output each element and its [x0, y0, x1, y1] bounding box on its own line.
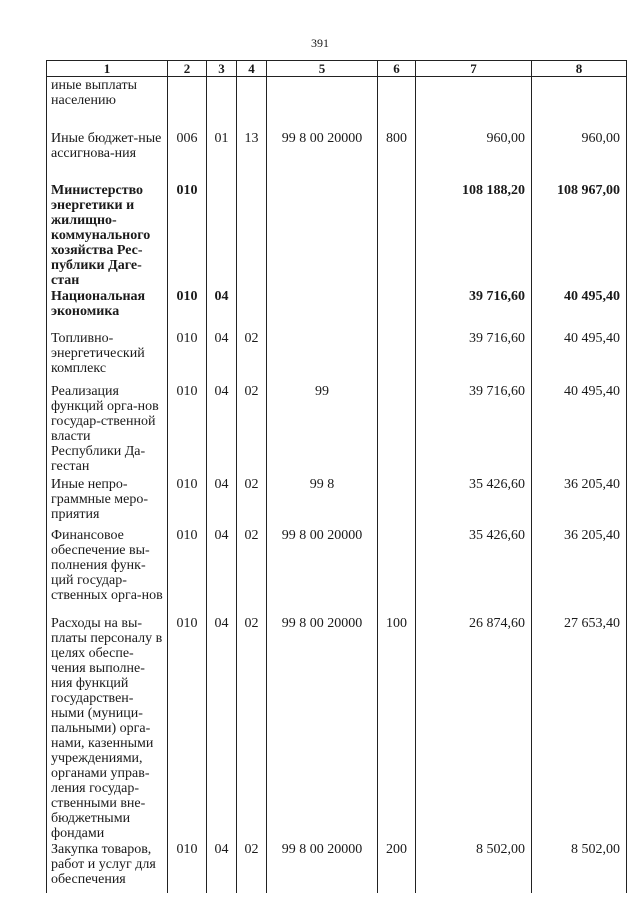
table-row [47, 527, 627, 615]
cell-col6 [378, 77, 416, 130]
cell-col2: 010 [168, 841, 207, 893]
cell-col2: 010 [168, 182, 207, 288]
cell-col2: 006 [168, 130, 207, 182]
cell-col7: 39 716,60 [416, 383, 532, 476]
cell-col3 [207, 77, 237, 130]
column-header: 6 [378, 61, 416, 77]
cell-col6 [378, 288, 416, 330]
cell-col3: 04 [207, 383, 237, 476]
column-header: 7 [416, 61, 532, 77]
row-name: Закупка товаров, работ и услуг для обеспечения [47, 841, 168, 893]
cell-col8 [532, 77, 627, 130]
cell-col5: 99 8 00 20000 [267, 527, 378, 615]
cell-col4 [237, 288, 267, 330]
cell-col6 [378, 330, 416, 383]
table-row [47, 476, 627, 527]
cell-col7: 108 188,20 [416, 182, 532, 288]
row-name: Министерство энергетики и жилищно-коммунального хозяйства Рес-публики Даге-стан [47, 182, 168, 288]
table-row [47, 182, 627, 288]
cell-col7: 35 426,60 [416, 527, 532, 615]
row-name: Национальная экономика [47, 288, 168, 330]
cell-col3: 04 [207, 527, 237, 615]
cell-col8: 40 495,40 [532, 288, 627, 330]
cell-col7: 26 874,60 [416, 615, 532, 841]
table-row [47, 130, 627, 182]
row-name: Финансовое обеспечение вы-полнения функ-ций государ-ственных орга-нов [47, 527, 168, 615]
cell-col5 [267, 288, 378, 330]
cell-col7: 35 426,60 [416, 476, 532, 527]
cell-col7: 39 716,60 [416, 330, 532, 383]
cell-col2: 010 [168, 615, 207, 841]
cell-col4: 02 [237, 476, 267, 527]
cell-col6 [378, 527, 416, 615]
table-row [47, 383, 627, 476]
column-header: 3 [207, 61, 237, 77]
cell-col8: 108 967,00 [532, 182, 627, 288]
cell-col5: 99 8 00 20000 [267, 841, 378, 893]
column-header: 4 [237, 61, 267, 77]
table-header-row [47, 61, 627, 77]
cell-col8: 36 205,40 [532, 476, 627, 527]
column-header: 2 [168, 61, 207, 77]
row-name: иные выплаты населению [47, 77, 168, 130]
row-name: Реализация функций орга-нов государ-ственной власти Республики Да-гестан [47, 383, 168, 476]
cell-col8: 36 205,40 [532, 527, 627, 615]
cell-col3 [207, 182, 237, 288]
cell-col7: 8 502,00 [416, 841, 532, 893]
table-row [47, 841, 627, 893]
cell-col5 [267, 330, 378, 383]
table-row [47, 330, 627, 383]
cell-col2: 010 [168, 330, 207, 383]
cell-col4: 13 [237, 130, 267, 182]
cell-col4: 02 [237, 615, 267, 841]
column-header: 1 [47, 61, 168, 77]
table-row [47, 77, 627, 130]
cell-col3: 04 [207, 476, 237, 527]
cell-col3: 04 [207, 841, 237, 893]
row-name: Иные непро-граммные меро-приятия [47, 476, 168, 527]
cell-col5 [267, 77, 378, 130]
cell-col5: 99 8 00 20000 [267, 615, 378, 841]
row-name: Иные бюджет-ные ассигнова-ния [47, 130, 168, 182]
cell-col8: 27 653,40 [532, 615, 627, 841]
cell-col5: 99 8 00 20000 [267, 130, 378, 182]
cell-col7: 960,00 [416, 130, 532, 182]
cell-col8: 960,00 [532, 130, 627, 182]
cell-col5: 99 [267, 383, 378, 476]
cell-col5 [267, 182, 378, 288]
column-header: 8 [532, 61, 627, 77]
cell-col7: 39 716,60 [416, 288, 532, 330]
budget-table [46, 60, 627, 893]
cell-col6: 100 [378, 615, 416, 841]
cell-col2: 010 [168, 288, 207, 330]
cell-col3: 04 [207, 615, 237, 841]
cell-col2 [168, 77, 207, 130]
cell-col5: 99 8 [267, 476, 378, 527]
cell-col4 [237, 182, 267, 288]
cell-col6: 800 [378, 130, 416, 182]
cell-col6 [378, 383, 416, 476]
cell-col4: 02 [237, 527, 267, 615]
cell-col3: 04 [207, 288, 237, 330]
cell-col8: 40 495,40 [532, 383, 627, 476]
table-row [47, 615, 627, 841]
row-name: Топливно-энергетический комплекс [47, 330, 168, 383]
cell-col2: 010 [168, 527, 207, 615]
page-number: 391 [311, 36, 329, 50]
cell-col6 [378, 476, 416, 527]
cell-col3: 04 [207, 330, 237, 383]
cell-col4: 02 [237, 330, 267, 383]
cell-col4 [237, 77, 267, 130]
cell-col2: 010 [168, 476, 207, 527]
cell-col2: 010 [168, 383, 207, 476]
cell-col6 [378, 182, 416, 288]
column-header: 5 [267, 61, 378, 77]
row-name: Расходы на вы-платы персоналу в целях обеспе-чения выполне-ния функций государствен-ными (муници-пальными) орга-нами, казенными учреждениями, органами управ-ления государ-ственными вне-бюджетными фондами [47, 615, 168, 841]
table-row [47, 288, 627, 330]
cell-col8: 8 502,00 [532, 841, 627, 893]
cell-col6: 200 [378, 841, 416, 893]
cell-col3: 01 [207, 130, 237, 182]
cell-col7 [416, 77, 532, 130]
cell-col4: 02 [237, 841, 267, 893]
cell-col4: 02 [237, 383, 267, 476]
cell-col8: 40 495,40 [532, 330, 627, 383]
